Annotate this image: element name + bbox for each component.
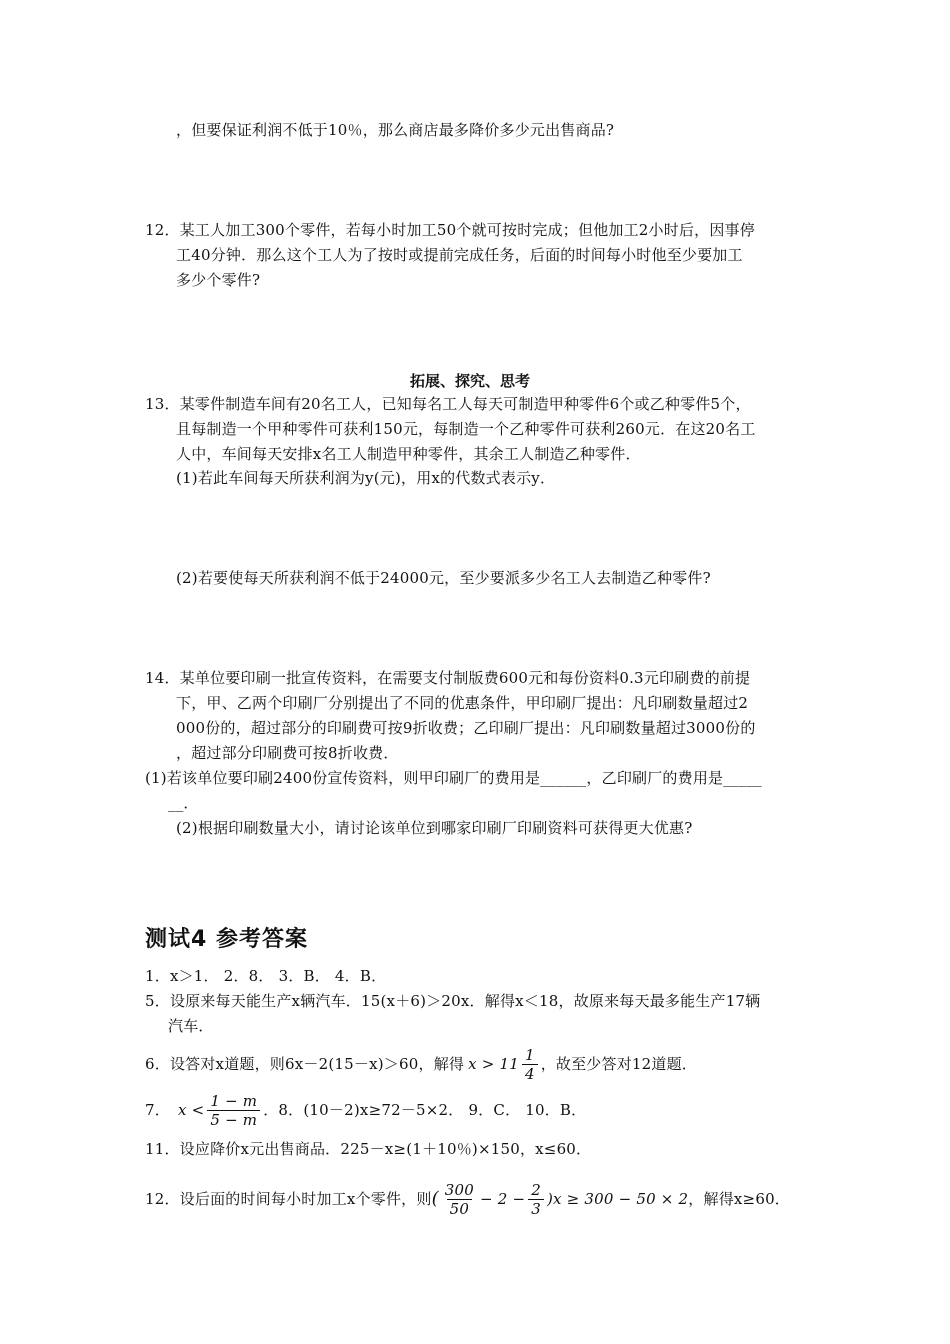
answer-12-text: 12．设后面的时间每小时加工x个零件，则 bbox=[145, 1190, 432, 1208]
q12-line1: 12．某工人加工300个零件，若每小时加工50个就可按时完成；但他加工2小时后，因事停 bbox=[145, 221, 755, 239]
answer-7-10 bbox=[145, 1088, 586, 1132]
answer-12-fraction-2 bbox=[528, 1181, 544, 1218]
answer-5-line2: 汽车． bbox=[168, 1017, 214, 1035]
q14-part2: (2)根据印刷数量大小，请讨论该单位到哪家印刷厂印刷资料可获得更大优惠? bbox=[176, 819, 693, 837]
q14-part1a: (1)若该单位要印刷2400份宣传资料，则甲印刷厂的费用是______，乙印刷厂的费用是_____ bbox=[145, 769, 762, 787]
answer-12-middle: − 2 − bbox=[480, 1190, 526, 1208]
q14-line3: 000份的，超过部分的印刷费可按9折收费；乙印刷厂提出：凡印刷数量超过3000份的 bbox=[176, 719, 756, 737]
answer-6-conclusion: ，故至少答对12道题． bbox=[540, 1055, 697, 1073]
answer-11: 11．设应降价x元出售商品．225－x≥(1＋10％)×150，x≤60． bbox=[145, 1140, 592, 1158]
fraction-numerator: 300 bbox=[444, 1180, 475, 1199]
answer-12-conclusion: ，解得x≥60． bbox=[688, 1190, 791, 1208]
answer-7-label: 7． bbox=[145, 1101, 170, 1119]
answers-title: 测试4 参考答案 bbox=[145, 927, 308, 952]
q13-part1: (1)若此车间每天所获利润为y(元)，用x的代数式表示y． bbox=[176, 469, 556, 487]
q14-line1: 14．某单位要印刷一批宣传资料，在需要支付制版费600元和每份资料0.3元印刷费的前提 bbox=[145, 669, 751, 687]
fraction-denominator: 4 bbox=[522, 1064, 538, 1083]
answer-6-math: x > 11 bbox=[468, 1055, 519, 1073]
q13-part2: (2)若要使每天所获利润不低于24000元，至少要派多少名工人去制造乙种零件? bbox=[176, 569, 711, 587]
answer-12-open-paren: ( bbox=[431, 1188, 439, 1209]
fraction-numerator: 1 − m bbox=[210, 1091, 258, 1110]
answer-6-fraction bbox=[522, 1046, 538, 1083]
answer-6-text: 6．设答对x道题，则6x－2(15－x)＞60，解得 bbox=[145, 1055, 465, 1073]
q14-line4: ，超过部分印刷费可按8折收费． bbox=[176, 744, 399, 762]
answer-5-line1: 5．设原来每天能生产x辆汽车．15(x＋6)＞20x．解得x＜18，故原来每天最多能生产17辆 bbox=[145, 992, 761, 1010]
answer-1-4: 1．x＞1． 2．8． 3．B． 4．B． bbox=[145, 967, 387, 985]
q12-line3: 多少个零件? bbox=[176, 271, 261, 289]
q13-line2: 且每制造一个甲种零件可获利150元，每制造一个乙种零件可获利260元．在这20名工 bbox=[176, 420, 756, 438]
q13-line3: 人中，车间每天安排x名工人制造甲种零件，其余工人制造乙种零件． bbox=[176, 445, 641, 463]
answer-12-inequality: )x ≥ 300 − 50 × 2 bbox=[547, 1190, 689, 1208]
q11-continuation: ，但要保证利润不低于10％，那么商店最多降价多少元出售商品? bbox=[176, 121, 615, 139]
answer-12-fraction-1 bbox=[442, 1181, 477, 1218]
fraction-denominator: 5 − m bbox=[207, 1110, 260, 1129]
q12-line2: 工40分钟．那么这个工人为了按时或提前完成任务，后面的时间每小时他至少要加工 bbox=[176, 246, 743, 264]
section-title: 拓展、探究、思考 bbox=[410, 372, 531, 390]
fraction-denominator: 50 bbox=[447, 1199, 473, 1218]
answer-6 bbox=[145, 1042, 697, 1086]
fraction-numerator: 1 bbox=[524, 1045, 535, 1064]
answer-12 bbox=[145, 1176, 790, 1222]
q14-part1b: __． bbox=[168, 794, 199, 812]
answer-7-fraction bbox=[207, 1092, 260, 1129]
fraction-numerator: 2 bbox=[531, 1180, 541, 1199]
answer-7-math: x < bbox=[177, 1101, 205, 1119]
q13-line1: 13．某零件制造车间有20名工人，已知每名工人每天可制造甲种零件6个或乙种零件5个， bbox=[145, 395, 751, 413]
q14-line2: 下，甲、乙两个印刷厂分别提出了不同的优惠条件，甲印刷厂提出：凡印刷数量超过2 bbox=[176, 694, 749, 712]
fraction-denominator: 3 bbox=[528, 1199, 544, 1218]
answer-7-rest: ．8．(10－2)x≥72－5×2． 9．C． 10．B． bbox=[263, 1101, 587, 1119]
